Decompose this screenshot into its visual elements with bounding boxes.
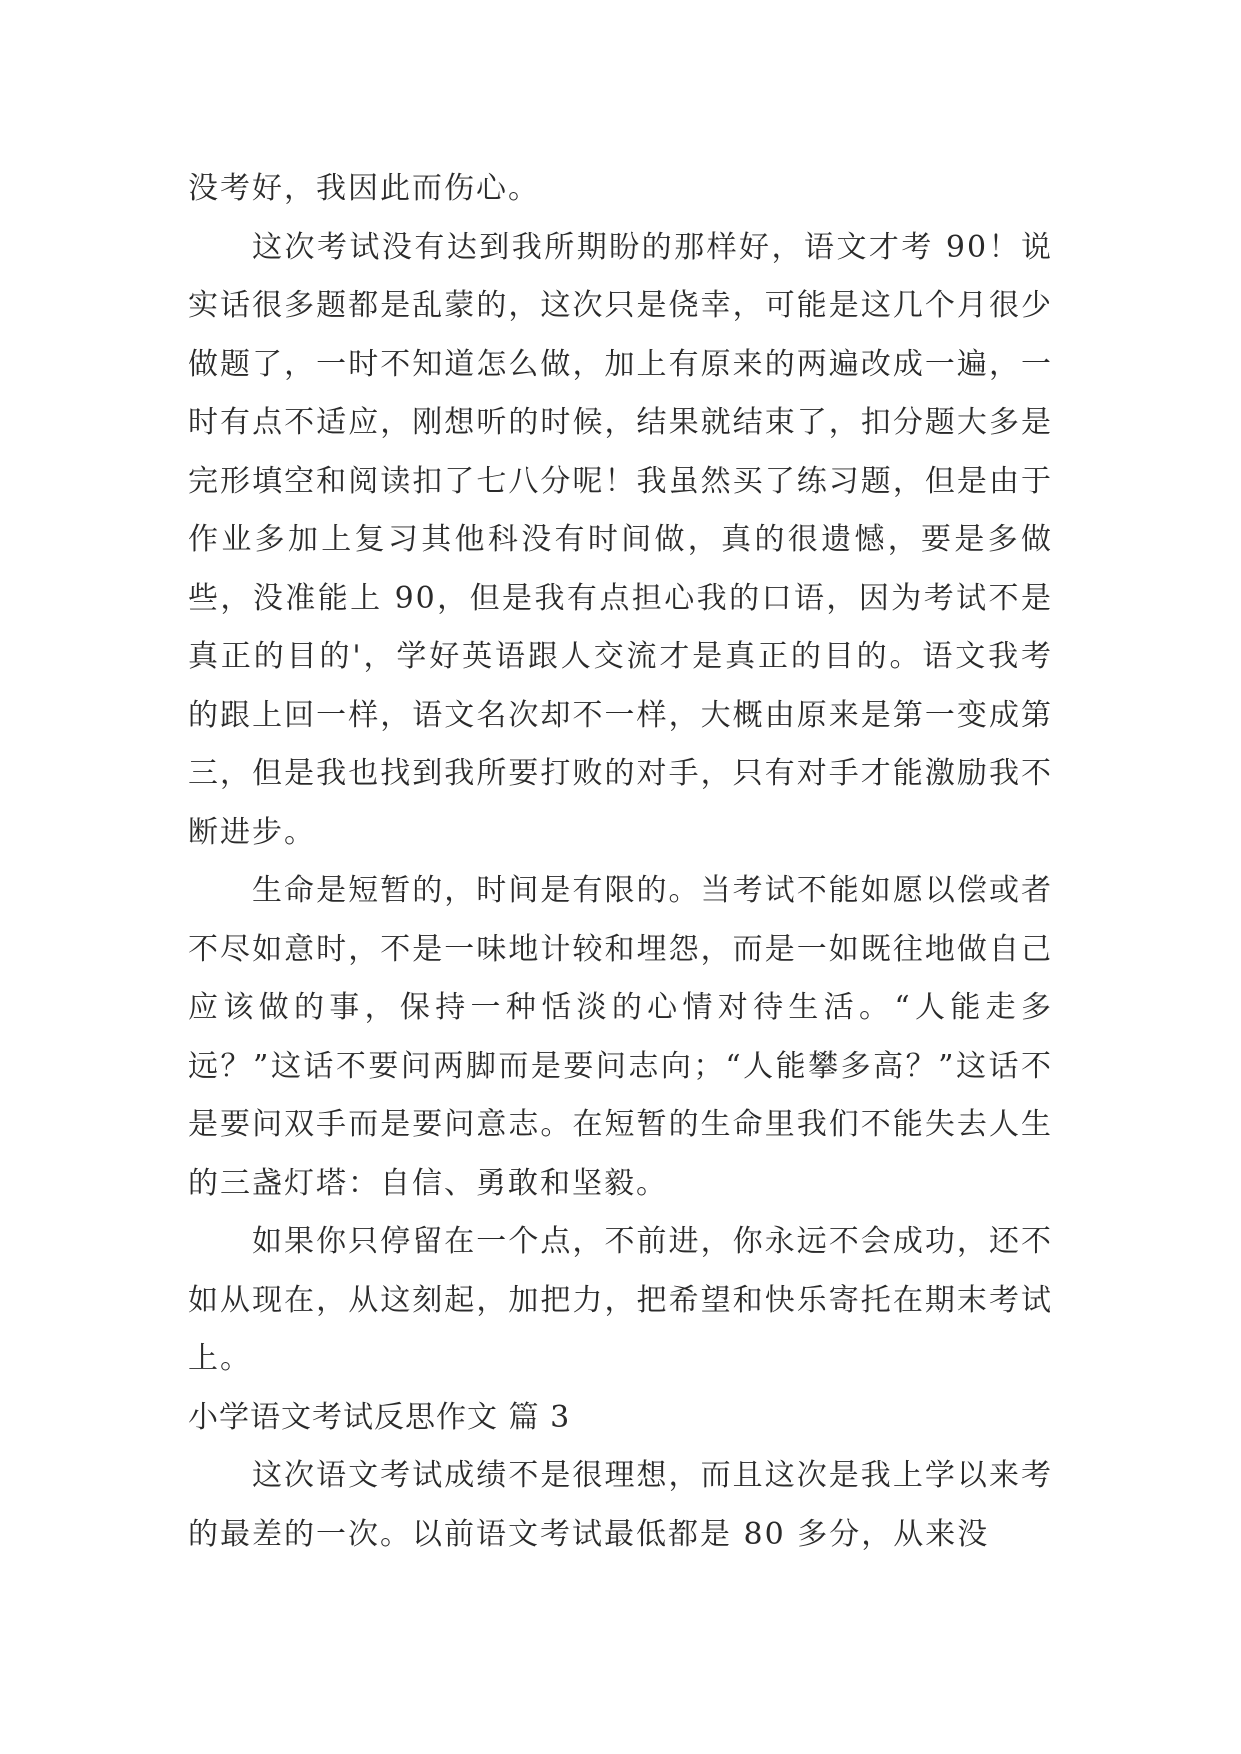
document-body <box>188 160 1053 1564</box>
paragraph-continuation: 没考好，我因此而伤心。 <box>188 171 540 206</box>
paragraph-exam-results: 这次考试没有达到我所期盼的那样好，语文才考 90！说实话很多题都是乱蒙的，这次只是侥幸，可能是这几个月很少做题了，一时不知道怎么做，加上有原来的两遍改成一遍，一时有点不适应，刚想听的时候，结果就结束了，扣分题大多是完形填空和阅读扣了七八分呢！我虽然买了练习题，但是由于作业多加上复习其他科没有时间做，真的很遗憾，要是多做些，没准能上 90，但是我有点担心我的口语，因为考试不是真正的目的'，学好英语跟人交流才是真正的目的。语文我考的跟上回一样，语文名次却不一样，大概由原来是第一变成第三，但是我也找到我所要打败的对手，只有对手才能激励我不断进步。 <box>188 229 1053 850</box>
section-heading: 小学语文考试反思作文 篇 3 <box>188 1399 571 1435</box>
paragraph-section3-intro: 这次语文考试成绩不是很理想，而且这次是我上学以来考的最差的一次。以前语文考试最低都是 80 多分，从来没 <box>188 1458 1053 1552</box>
paragraph-moving-forward: 如果你只停留在一个点，不前进，你永远不会成功，还不如从现在，从这刻起，加把力，把希望和快乐寄托在期末考试上。 <box>188 1224 1053 1376</box>
paragraph-life-reflection: 生命是短暂的，时间是有限的。当考试不能如愿以偿或者不尽如意时，不是一味地计较和埋怨，而是一如既往地做自己应该做的事，保持一种恬淡的心情对待生活。“人能走多远？”这话不要问两脚而是要问志向；“人能攀多高？”这话不是要问双手而是要问意志。在短暂的生命里我们不能失去人生的三盏灯塔：自信、勇敢和坚毅。 <box>188 873 1053 1201</box>
